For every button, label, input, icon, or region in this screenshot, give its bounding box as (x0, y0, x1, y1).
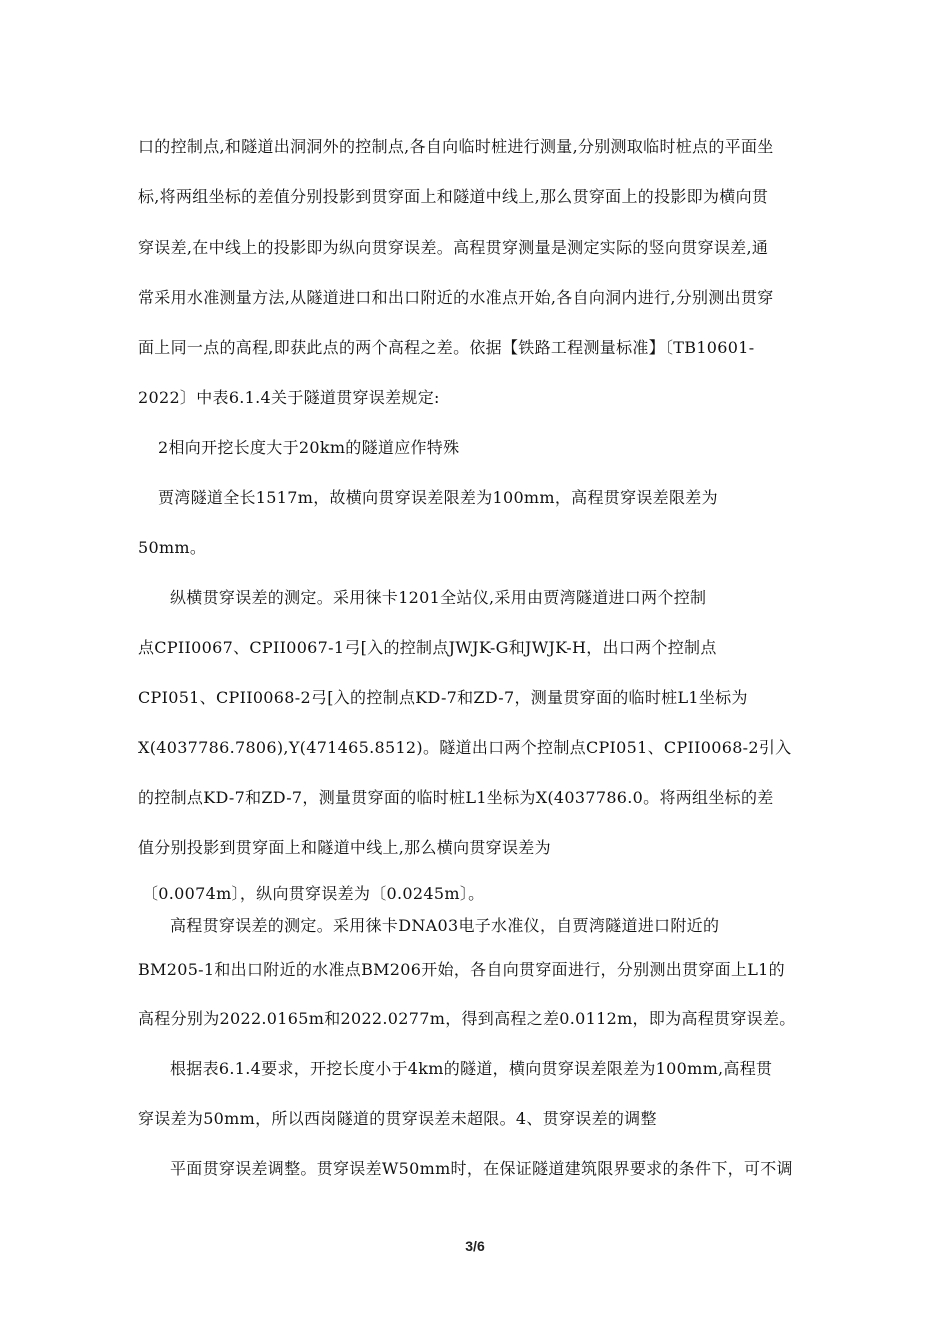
text-line: 〔0.0074m〕，纵向贯穿误差为〔0.0245m〕。 (142, 884, 485, 903)
text-line: 常采用水准测量方法,从隧道进口和出口附近的水准点开始,各自向洞内进行,分别测出贯穿 (138, 288, 774, 307)
text-line: 2022〕中表6.1.4关于隧道贯穿误差规定: (138, 388, 440, 407)
text-line: 根据表6.1.4要求，开挖长度小于4km的隧道，横向贯穿误差限差为100mm,高程贯 (170, 1059, 773, 1078)
text-line: 贾湾隧道全长1517m，故横向贯穿误差限差为100mm，高程贯穿误差限差为 (158, 488, 718, 507)
text-line: 高程分别为2022.0165m和2022.0277m，得到高程之差0.0112m，即为高程贯穿误差。 (138, 1009, 796, 1028)
text-line: 值分别投影到贯穿面上和隧道中线上,那么横向贯穿误差为 (138, 838, 551, 857)
text-line: 穿误差,在中线上的投影即为纵向贯穿误差。高程贯穿测量是测定实际的竖向贯穿误差,通 (138, 238, 769, 257)
text-line: 2相向开挖长度大于20km的隧道应作特殊 (158, 438, 460, 457)
text-line: 纵横贯穿误差的测定。采用徕卡1201全站仪,采用由贾湾隧道进口两个控制 (170, 588, 707, 607)
text-line: X(4037786.7806),Y(471465.8512)。隧道出口两个控制点CPI051、CPII0068-2引入 (138, 738, 792, 757)
text-line: 平面贯穿误差调整。贯穿误差W50mm时，在保证隧道建筑限界要求的条件下，可不调 (170, 1159, 793, 1178)
text-line: 标,将两组坐标的差值分别投影到贯穿面上和隧道中线上,那么贯穿面上的投影即为横向贯 (138, 187, 769, 206)
text-line: 50mm。 (138, 538, 207, 557)
text-line: 的控制点KD-7和ZD-7，测量贯穿面的临时桩L1坐标为X(4037786.0。将两组坐标的差 (138, 788, 774, 807)
text-line: 高程贯穿误差的测定。采用徕卡DNA03电子水准仪，自贾湾隧道进口附近的 (170, 916, 720, 935)
text-line: 口的控制点,和隧道出洞洞外的控制点,各自向临时桩进行测量,分别测取临时桩点的平面坐 (138, 137, 774, 156)
text-line: BM205-1和出口附近的水准点BM206开始，各自向贯穿面进行，分别测出贯穿面上L1的 (138, 960, 785, 979)
text-line: CPI051、CPII0068-2弓[入的控制点KD-7和ZD-7，测量贯穿面的临时桩L1坐标为 (138, 688, 748, 707)
page-number: 3/6 (465, 1238, 485, 1254)
text-line: 点CPII0067、CPII0067-1弓[入的控制点JWJK-G和JWJK-H，出口两个控制点 (138, 638, 717, 657)
text-line: 穿误差为50mm，所以西岗隧道的贯穿误差未超限。4、贯穿误差的调整 (138, 1109, 657, 1128)
text-line: 面上同一点的高程,即获此点的两个高程之差。依据【铁路工程测量标准】〔TB10601- (138, 338, 755, 357)
